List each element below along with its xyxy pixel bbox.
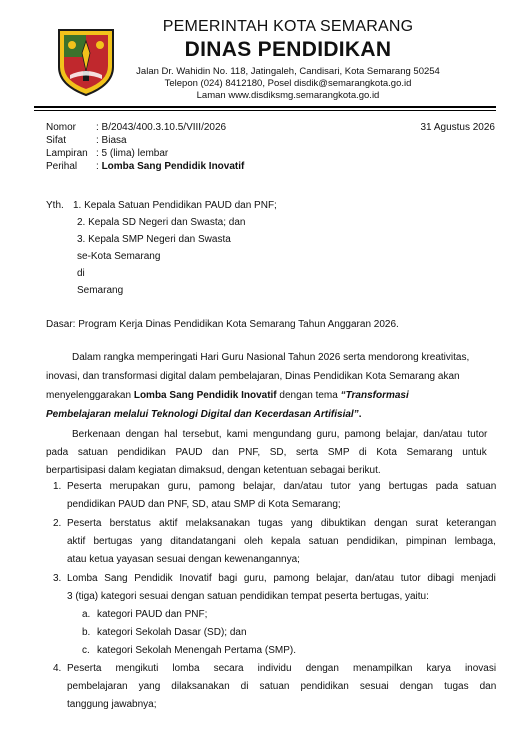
category-c-marker: c.: [82, 645, 90, 656]
para1-line-3-mid: dengan tema: [276, 390, 341, 401]
nomor-value: : B/2043/400.3.10.5/VIII/2026: [96, 122, 227, 133]
perihal-colon: :: [96, 161, 102, 172]
perihal-value: Lomba Sang Pendidik Inovatif: [101, 161, 245, 172]
letterhead-website: Laman www.disdiksmg.semarangkota.go.id: [196, 90, 380, 101]
letterhead-agency: DINAS PENDIDIKAN: [184, 38, 392, 61]
sifat-label: Sifat: [46, 135, 67, 146]
category-b: kategori Sekolah Dasar (SD); dan: [97, 627, 247, 638]
lampiran-label: Lampiran: [46, 148, 88, 159]
invitation-paragraph: [46, 429, 487, 489]
addressee-city-line: se-Kota Semarang: [77, 251, 161, 262]
req-4-line-2: pembelajaran yang dilaksanakan di satuan pendidikan sesuai dengan tugas dan: [67, 681, 497, 692]
letterhead-rule-thin: [34, 110, 496, 111]
addressee-location: Semarang: [77, 285, 124, 296]
req-4-line-1: Peserta mengikuti lomba secara individu dengan menampilkan karya inovasi: [67, 663, 497, 674]
category-c: kategori Sekolah Menengah Pertama (SMP).: [97, 645, 296, 656]
letterhead-phone-email: Telepon (024) 8412180, Posel disdik@semarangkota.go.id: [164, 78, 412, 89]
para2-line-3: berpartisipasi dalam kegiatan dimaksud, dengan ketentuan sebagai berikut.: [46, 465, 381, 476]
para1-line-3: [46, 390, 487, 403]
theme-end: Pembelajaran melalui Teknologi Digital dan Kecerdasan Artifisial”: [46, 409, 359, 420]
category-a-marker: a.: [82, 609, 91, 620]
req-1-line-2: pendidikan PAUD dan PNF, SD, atau SMP di Kota Semarang;: [67, 499, 341, 510]
req-2-line-3: atau ketua yayasan sesuai dengan kewenangannya;: [67, 554, 300, 565]
letter-date: 31 Agustus 2026: [420, 122, 495, 133]
req-1-line-1: Peserta merupakan guru, pamong belajar, dan/atau tutor yang bertugas pada satuan: [67, 481, 497, 492]
category-a: kategori PAUD dan PNF;: [97, 609, 208, 620]
list-number-1: 1.: [53, 481, 62, 492]
list-number-2: 2.: [53, 518, 62, 529]
req-3-line-2: 3 (tiga) kategori sesuai dengan satuan pendidikan tempat peserta bertugas, yaitu:: [67, 591, 429, 602]
sifat-value: : Biasa: [96, 135, 127, 146]
letterhead-government: PEMERINTAH KOTA SEMARANG: [162, 18, 414, 35]
letterhead-address: Jalan Dr. Wahidin No. 118, Jatingaleh, Candisari, Kota Semarang 50254: [136, 66, 440, 77]
para1-line-1: Dalam rangka memperingati Hari Guru Nasional Tahun 2026 serta mendorong kreativitas,: [72, 352, 470, 363]
yth-label: Yth.: [46, 200, 64, 211]
addressee-item-2: 2. Kepala SD Negeri dan Swasta; dan: [77, 217, 246, 228]
para1-line-2: inovasi, dan transformasi digital dalam pembelajaran, Dinas Pendidikan Kota Semarang akan: [46, 371, 460, 382]
para1-line-3-intro: menyelenggarakan: [46, 390, 134, 401]
addressee-item-1: 1. Kepala Satuan Pendidikan PAUD dan PNF;: [73, 200, 277, 211]
nomor-label: Nomor: [46, 122, 77, 133]
requirements-list: [46, 481, 496, 711]
para1-line-4: [46, 409, 487, 422]
letterhead-rule-thick: [34, 106, 496, 108]
semarang-coat-of-arms-logo: [56, 27, 116, 97]
addressee-block: [46, 200, 346, 300]
category-b-marker: b.: [82, 627, 91, 638]
addressee-di: di: [77, 268, 85, 279]
perihal-label: Perihal: [46, 161, 78, 172]
competition-name: Lomba Sang Pendidik Inovatif: [133, 390, 277, 401]
req-2-line-2: aktif bertugas yang ditandatangani oleh kepala satuan pendidikan, pimpinan lembaga,: [67, 536, 496, 547]
addressee-item-3: 3. Kepala SMP Negeri dan Swasta: [77, 234, 231, 245]
para1-period: .: [358, 409, 362, 420]
list-number-4: 4.: [53, 663, 62, 674]
dasar-line: Dasar: Program Kerja Dinas Pendidikan Kota Semarang Tahun Anggaran 2026.: [46, 319, 399, 330]
theme-start: “Transformasi: [340, 390, 409, 401]
para2-line-1: Berkenaan dengan hal tersebut, kami mengundang guru, pamong belajar, dan/atau tutor: [72, 429, 488, 440]
list-number-3: 3.: [53, 573, 62, 584]
req-2-line-1: Peserta berstatus aktif melaksanakan tugas yang dibuktikan dengan surat keterangan: [67, 518, 497, 529]
letterhead-contact-block: [118, 66, 458, 102]
req-3-line-1: Lomba Sang Pendidik Inovatif bagi guru, pamong belajar, dan/atau tutor dibagi menjadi: [67, 573, 496, 584]
opening-paragraph: [46, 352, 487, 432]
para2-line-2: pada satuan pendidikan PAUD dan PNF, SD, serta SMP di Kota Semarang untuk: [46, 447, 487, 458]
letter-meta: [46, 122, 346, 174]
lampiran-value: : 5 (lima) lembar: [96, 148, 169, 159]
perihal-value-wrap: [96, 161, 244, 174]
req-4-line-3: tanggung jawabnya;: [67, 699, 157, 710]
